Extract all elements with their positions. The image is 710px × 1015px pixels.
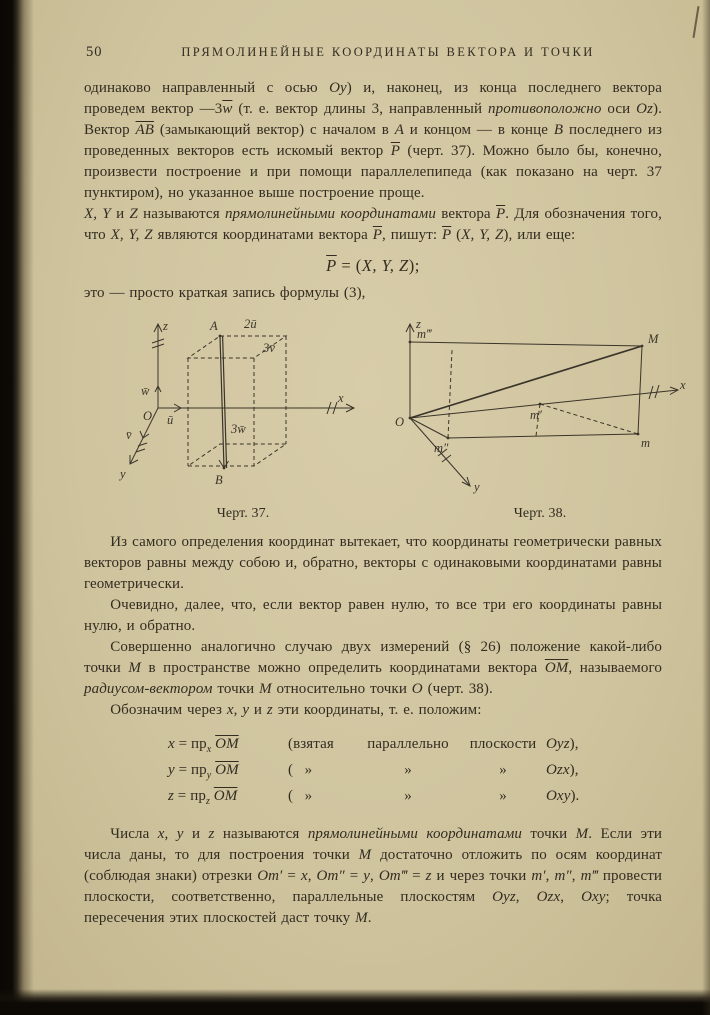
paragraph-equal-vectors: Из самого определения координат вытекает, что координаты геометрически равных векторов равны между собою и, обратно, векторы с одинаковыми координатами равны геометрически. <box>84 534 662 592</box>
figure-37-caption: Черт. 37. <box>216 506 270 521</box>
fig37-label-v-unit: v̄ <box>126 428 132 442</box>
fig38-label-y: y <box>474 480 480 494</box>
fig38-label-x: x <box>680 378 686 392</box>
equation-row-z <box>168 786 662 812</box>
projection-equations <box>168 734 662 812</box>
fig38-label-origin: O <box>395 415 405 429</box>
fig37-label-u-unit: ū <box>167 413 174 427</box>
fig38-label-point-m-big: M <box>648 332 659 346</box>
equation-cell: Oyz), <box>546 736 579 752</box>
figure-38-caption: Черт. 38. <box>513 506 567 521</box>
paragraph-point-coordinates: Числа x, y и z называются прямолинейными координатами точки M. Если эти числа даны, то для построения точки M достаточно отложить по осям координат (соблюдая знаки) отрезки Om′ = x, Om″ = y, Om‴ = z и через точки m′, m″, m‴ провести плоскости, соответственно, параллельные плоскостям Oyz, Ozx, Oxy; точка пересечения этих плоскостей даст точку M. <box>84 826 663 926</box>
paragraph-continuation: одинаково направленный с осью Oy) и, наконец, из конца последнего вектора проведем вектор $—3\overline{w}$ (т. е. вектор длины 3, направленный противоположно оси Oz). Вектор $\overline{AB}$ (замыкающий вектор) с началом в A и концом — в конце B последнего из проведенных векторов есть искомый вектор $\overline{P}$ (черт. 37). Можно было бы, конечно, произвести построение и при помощи параллелепипеда (как показано на черт. 37 пунктиром), но указанное выше построение проще. <box>84 80 663 201</box>
scan-edge-bottom <box>0 989 710 1015</box>
fig37-label-2u: 2ū <box>244 317 257 331</box>
equation-row-x <box>168 734 662 760</box>
equation-row-y <box>168 760 662 786</box>
equation-cell: » <box>499 788 507 804</box>
paragraph-zero-vector: Очевидно, далее, что, если вектор равен нулю, то все три его координаты равны нулю, и обратно. <box>84 597 662 634</box>
fig38-labels <box>395 317 686 494</box>
fig37-label-3v: 3v̄ <box>263 341 275 355</box>
fig37-label-point-a: A <box>210 319 218 333</box>
fig37-label-x: x <box>338 391 344 405</box>
equation-cell: » <box>499 762 507 778</box>
fig38-label-z: z <box>416 317 421 331</box>
figure-37-drawing <box>118 316 368 494</box>
figure-38-drawing <box>390 316 690 494</box>
running-title: ПРЯМОЛИНЕЙНЫЕ КООРДИНАТЫ ВЕКТОРА И ТОЧКИ <box>181 45 595 59</box>
fig38-label-m-prime: m′ <box>530 408 542 422</box>
equation-lhs: $x = пр_x$ $\overline{OM}$ <box>168 736 239 755</box>
equation-cell: Ozx), <box>546 762 579 778</box>
figure-37 <box>118 316 368 524</box>
fig37-labels <box>118 317 344 487</box>
fig38-parallelepiped-dashed <box>448 350 638 438</box>
equation-cell: плоскости <box>469 736 537 752</box>
scan-edge-right <box>702 0 710 1015</box>
page-number: 50 <box>86 44 103 60</box>
figure-38 <box>390 316 690 524</box>
fig38-radius-vector-om <box>410 346 642 418</box>
equation-cell: (взятая <box>288 736 334 752</box>
scan-corner-mark <box>693 6 700 38</box>
fig37-parallelepiped-dashed <box>188 336 286 466</box>
fig37-axes <box>130 324 354 464</box>
equation-cell: » <box>404 788 412 804</box>
equation-cell: Oxy). <box>546 788 580 804</box>
paragraph-formula-note: это — просто краткая запись формулы (3), <box>84 285 366 301</box>
paragraph-denote-xyz: Обозначим через x, y и z эти координаты, т. е. положим: <box>110 702 482 718</box>
fig37-label-point-b: B <box>215 473 223 487</box>
fig37-label-z: z <box>163 319 168 333</box>
fig37-label-3w: 3w̄ <box>231 422 246 436</box>
figures-row <box>118 316 686 524</box>
paragraph-coordinates-def: X, Y и Z называются прямолинейными координатами вектора $\overline{P}$. Для обозначения того, что X, Y, Z являются координатами вектора $\overline{P}$, пишут: $\overline{P}$ (X, Y, Z), или еще: <box>84 206 663 243</box>
fig37-label-origin: O <box>143 409 153 423</box>
fig37-vector-ab <box>219 336 229 468</box>
equation-lhs: $z = пр_z$ $\overline{OM}$ <box>168 788 238 807</box>
fig37-label-y: y <box>120 467 126 481</box>
page-content <box>84 42 686 929</box>
equation-cell: ( » <box>288 762 313 778</box>
fig38-label-m-triple-prime: m‴ <box>417 327 432 341</box>
equation-cell: параллельно <box>367 736 449 752</box>
equation-lhs: $y = пр_y$ $\overline{OM}$ <box>168 762 239 781</box>
equation-cell: » <box>404 762 412 778</box>
fig38-label-m-small: m <box>641 436 651 450</box>
scan-edge-left <box>0 0 34 1015</box>
equation-cell: ( » <box>288 788 313 804</box>
fig37-label-w-unit: w̄ <box>141 384 150 398</box>
paragraph-radius-vector: Совершенно аналогично случаю двух измерений (§ 26) положение какой-либо точки M в пространстве можно определить координатами вектора $\overline{OM}$, называемого радиусом-вектором точки M относительно точки O (черт. 38). <box>84 639 662 697</box>
formula-vector-coordinates: $\overline{P} = (X$, Y, Z); <box>326 256 420 275</box>
page-header <box>84 42 662 62</box>
fig38-label-m-double-prime: m″ <box>434 441 449 455</box>
